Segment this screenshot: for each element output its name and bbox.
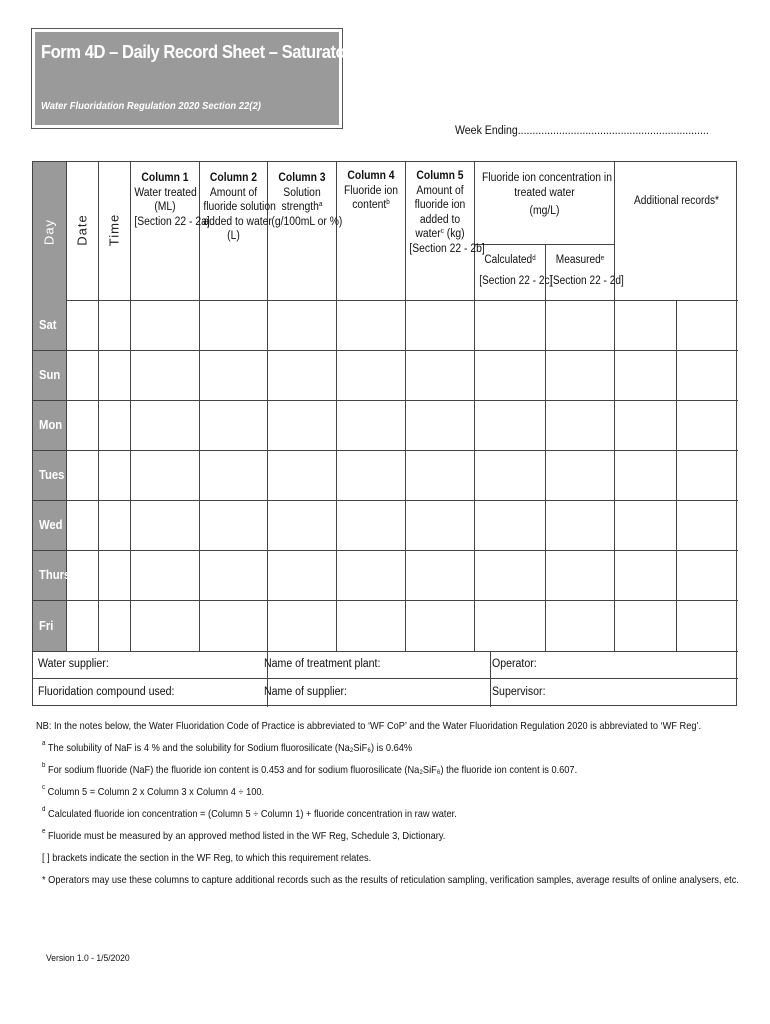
supervisor-field[interactable]: Supervisor: — [492, 686, 546, 698]
form-title-box — [31, 28, 393, 129]
day-row-tues: Tues — [39, 468, 65, 482]
day-row-thurs: Thurs — [39, 568, 71, 582]
fluoride-concentration-header: Fluoride ion concentration in treated water (mg/L) — [481, 172, 612, 217]
day-row-sat: Sat — [39, 318, 57, 332]
version-label: Version 1.0 - 1/5/2020 — [46, 953, 130, 964]
operator-field[interactable]: Operator: — [492, 658, 537, 670]
note-d: $^d$ Calculated fluoride ion concentration = (Column 5 ÷ Column 1) + fluoride concentration in raw water. — [42, 806, 457, 820]
compound-field[interactable]: Fluoridation compound used: — [38, 686, 175, 698]
note-star: * Operators may use these columns to capture additional records such as the results of reticulation sampling, verification samples, average results of online analysers, etc. — [42, 874, 739, 886]
record-table — [32, 161, 737, 706]
additional-records-header: Additional records* — [634, 195, 719, 207]
calculated-header: Calculated$^d$ [Section 22 - 2c] — [479, 254, 553, 287]
note-c: $^c$ Column 5 = Column 2 x Column 3 x Column 4 ÷ 100. — [42, 784, 265, 798]
note-e: $^e$ Fluoride must be measured by an approved method listed in the WF Reg, Schedule 3, Dictionary. — [42, 828, 446, 842]
week-ending-field[interactable]: Week Ending................................................................. — [455, 125, 709, 137]
title-banner — [35, 32, 393, 125]
note-brackets: [ ] brackets indicate the section in the WF Reg, to which this requirement relates. — [42, 852, 372, 864]
day-row-fri: Fri — [39, 619, 54, 633]
measured-header: Measured$^e$ [Section 22 - 2d] — [550, 254, 624, 287]
water-supplier-field[interactable]: Water supplier: — [38, 658, 109, 670]
time-header: Time — [106, 213, 122, 247]
note-a: $^a$ The solubility of NaF is 4 % and the solubility for Sodium fluorosilicate (Na₂SiF₆) is 0.64% — [42, 740, 413, 754]
column-4-header: Column 4 Fluoride ion content$^b$ — [343, 170, 399, 211]
note-nb: NB: In the notes below, the Water Fluoridation Code of Practice is abbreviated to ‘WF CoP’ and the Water Fluoridation Regulation 2020 is abbreviated to ‘WF Reg’. — [36, 720, 702, 732]
supplier-field[interactable]: Name of supplier: — [264, 686, 347, 698]
column-1-header: Column 1 Water treated (ML) [Section 22 - 2a] — [134, 172, 210, 228]
day-row-wed: Wed — [39, 518, 63, 532]
column-5-header: Column 5 Amount of fluoride ion added to water$^c$ (kg) [Section 22 - 2b] — [409, 170, 485, 255]
day-row-sun: Sun — [39, 368, 61, 382]
date-header: Date — [74, 214, 90, 246]
day-row-mon: Mon — [39, 418, 63, 432]
day-header: Day — [41, 218, 57, 246]
form-subtitle: Water Fluoridation Regulation 2020 Section 22(2) — [41, 100, 261, 112]
column-3-header: Column 3 Solution strength$^a$ (g/100mL or %) — [271, 172, 343, 228]
form-title: Form 4D – Daily Record Sheet – Saturator Feed — [41, 42, 393, 62]
treatment-plant-field[interactable]: Name of treatment plant: — [264, 658, 381, 670]
note-b: $^b$ For sodium fluoride (NaF) the fluoride ion content is 0.453 and for sodium fluorosilicate (Na₂SiF₆) the fluoride ion content is 0.607. — [42, 762, 578, 776]
column-2-header: Column 2 Amount of fluoride solution added to water (L) — [203, 172, 276, 242]
